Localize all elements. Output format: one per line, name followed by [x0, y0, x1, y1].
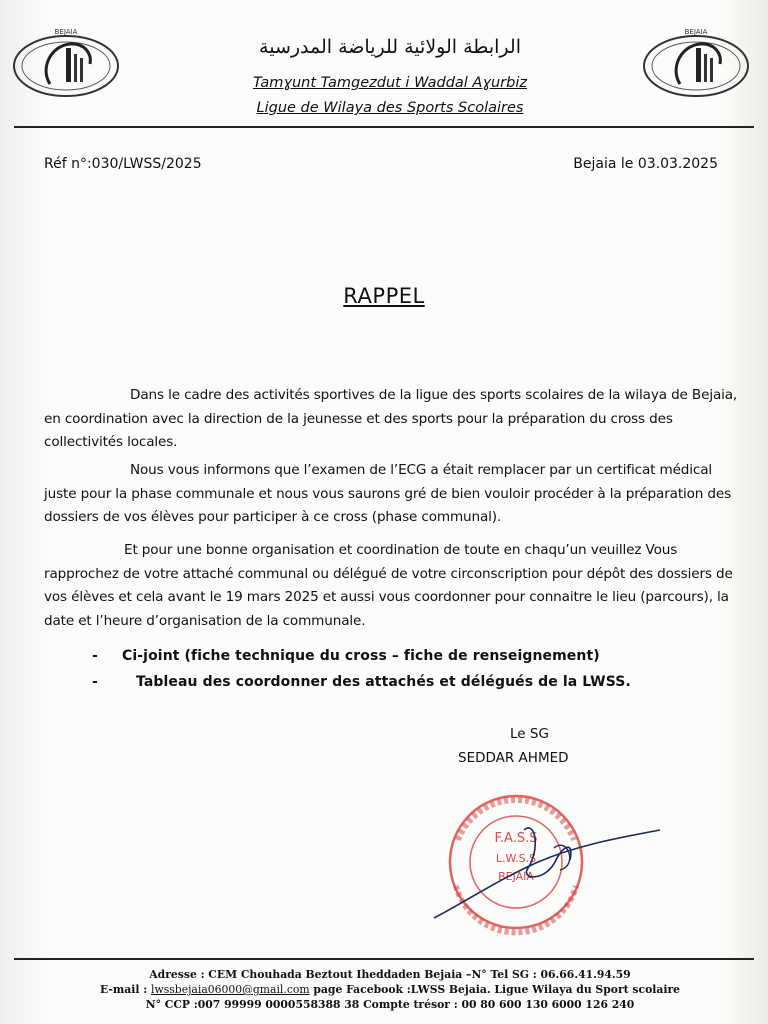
bullet-dash: - [92, 674, 98, 690]
header-divider [14, 126, 754, 128]
footer-divider [14, 958, 754, 960]
footer-facebook: page Facebook :LWSS Bejaia. Ligue Wilaya du Sport scolaire [309, 983, 681, 996]
header-arabic-title: الرابطة الولائية للرياضة المدرسية [259, 36, 521, 58]
league-logo-right [640, 24, 752, 102]
signatory-name: SEDDAR AHMED [458, 750, 569, 766]
footer-email-label: E-mail : [99, 983, 151, 996]
attachment-item-1-text: Ci-joint (fiche technique du cross – fiche de renseignement) [122, 648, 600, 664]
header-line-tamazight: Tamɣunt Tamgezdut i Waddal Aɣurbiz [253, 75, 527, 91]
document-title: RAPPEL [343, 284, 425, 308]
stamp-text-2: L.W.S.S [495, 852, 537, 865]
stamp-text-1: F.A.S.S [494, 831, 538, 846]
attachment-item-2-text: Tableau des coordonner des attachés et délégués de la LWSS. [136, 674, 631, 690]
footer-address: Adresse : CEM Chouhada Beztout Iheddaden Bejaia –N° Tel SG : 06.66.41.94.59 [149, 968, 631, 981]
paragraph-2: Nous vous informons que l’examen de l’ECG a était remplacer par un certificat médical juste pour la phase communale et nous vous saurons gré de bien vouloir procéder à la préparation des dossiers de vos élèves pour participer à ce cross (phase communal). [44, 462, 732, 525]
paragraph-3: Et pour une bonne organisation et coordination de toute en chaqu’un veuillez Vous rapprochez de votre attaché communal ou délégué de votre circonscription pour dépôt des dossiers de vos élèves et cela avant le 19 mars 2025 et aussi vous coordonner pour connaitre le lieu (parcours), la date et l’heure d’organisation de la communale. [44, 542, 733, 629]
reference-number: Réf n°:030/LWSS/2025 [44, 156, 202, 172]
paragraph-1: Dans le cadre des activités sportives de la ligue des sports scolaires de la wilaya de Bejaia, en coordination avec la direction de la jeunesse et des sports pour la préparation du cross des collectivités locales. [44, 387, 738, 450]
stamp-text-3: BEJAIA [498, 870, 534, 883]
signatory-title: Le SG [510, 726, 549, 742]
attachment-item-2 [92, 674, 631, 690]
header-line-french: Ligue de Wilaya des Sports Scolaires [256, 100, 524, 116]
league-logo-left [10, 24, 122, 102]
footer-bank-details: N° CCP :007 99999 0000558388 38 Compte trésor : 00 80 600 130 6000 126 240 [145, 998, 635, 1011]
logo-left-text: BEJAIA [54, 28, 78, 36]
footer-email-link[interactable]: lwssbejaia06000@gmail.com [151, 983, 310, 996]
logo-right-text: BEJAIA [684, 28, 708, 36]
letter-date: Bejaia le 03.03.2025 [573, 156, 718, 172]
bullet-dash: - [92, 648, 98, 664]
official-stamp [428, 790, 668, 940]
attachment-item-1 [92, 648, 600, 664]
footer-contact [40, 983, 740, 996]
